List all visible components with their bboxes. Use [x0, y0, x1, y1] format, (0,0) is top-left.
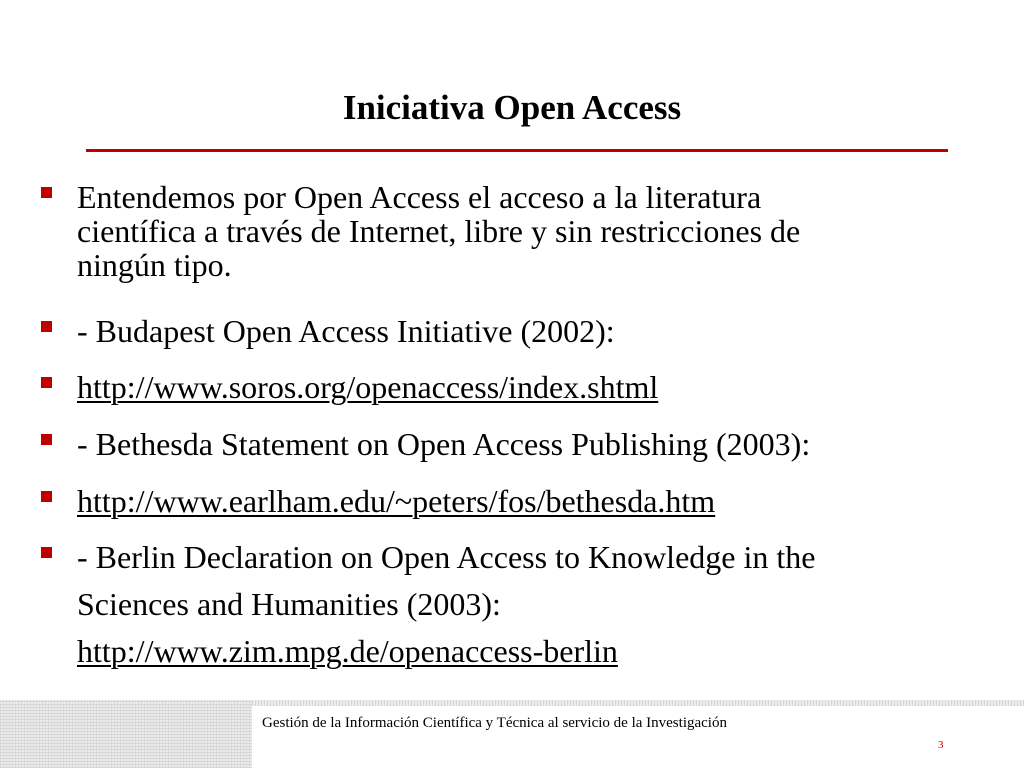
bullet-line: Sciences and Humanities (2003): [77, 586, 501, 622]
bullet-line: ningún tipo. [77, 247, 232, 283]
footer [0, 700, 1024, 768]
page-number: 3 [938, 739, 944, 751]
slide-title: Iniciativa Open Access [342, 88, 682, 127]
bullet-line: científica a través de Internet, libre y sin restricciones de [77, 213, 801, 249]
bullet-text [77, 180, 987, 282]
soros-link[interactable]: http://www.soros.org/openaccess/index.shtml [77, 369, 659, 405]
bullet-text [77, 427, 987, 461]
bullet-text [77, 314, 987, 348]
earlham-link[interactable]: http://www.earlham.edu/~peters/fos/bethesda.htm [77, 483, 716, 519]
bullet-line: - Bethesda Statement on Open Access Publishing (2003): [77, 426, 811, 462]
bullet-line: Entendemos por Open Access el acceso a la literatura [77, 179, 762, 215]
square-bullet-icon [41, 377, 52, 388]
bullet-line: - Budapest Open Access Initiative (2002): [77, 313, 615, 349]
footer-pattern-strip [252, 700, 1024, 706]
footer-pattern-block [0, 700, 252, 768]
square-bullet-icon [41, 321, 52, 332]
footer-text: Gestión de la Información Científica y Técnica al servicio de la Investigación [262, 715, 727, 731]
bullet-line: - Berlin Declaration on Open Access to Knowledge in the [77, 539, 816, 575]
bullet-text [77, 370, 987, 404]
square-bullet-icon [41, 187, 52, 198]
square-bullet-icon [41, 547, 52, 558]
square-bullet-icon [41, 491, 52, 502]
zim-link[interactable]: http://www.zim.mpg.de/openaccess-berlin [77, 633, 618, 669]
bullet-text [77, 534, 987, 675]
square-bullet-icon [41, 434, 52, 445]
bullet-text [77, 484, 987, 518]
